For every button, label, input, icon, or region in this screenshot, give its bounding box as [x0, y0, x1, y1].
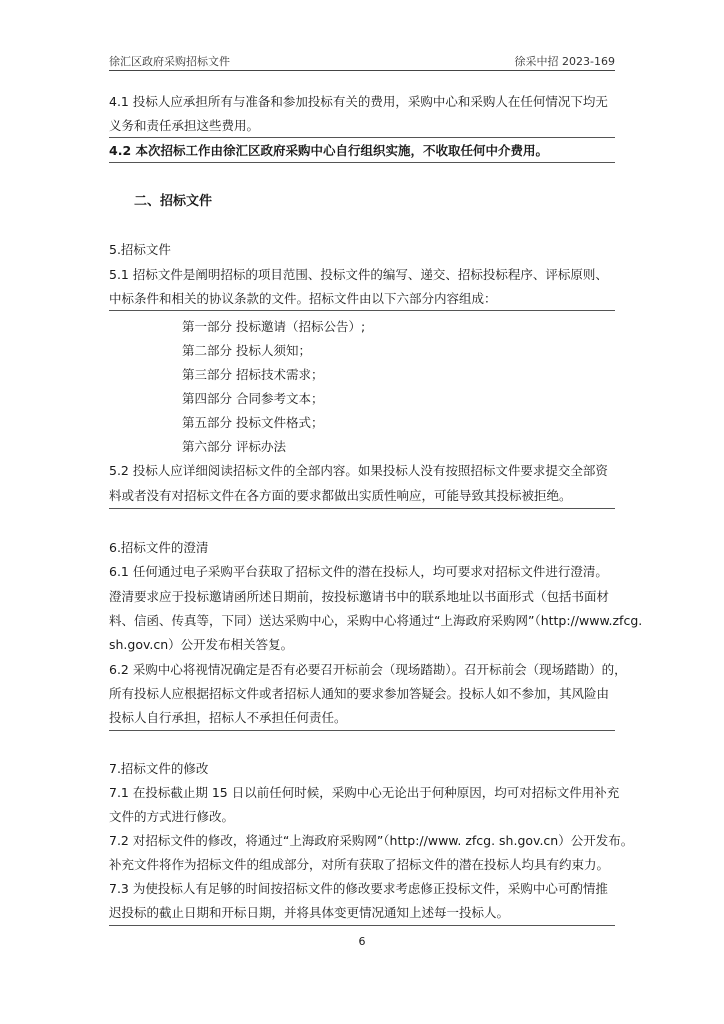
- paragraph-4-1-line2: 义务和责任承担这些费用。: [109, 118, 260, 133]
- part-item: 第三部分 招标技术需求；: [182, 367, 324, 382]
- paragraph-5-2-line1: 5.2 投标人应详细阅读招标文件的全部内容。如果投标人没有按照招标文件要求提交全部资: [109, 463, 608, 478]
- underline-rule: [109, 310, 615, 311]
- heading-5: 5.招标文件: [109, 242, 171, 257]
- page-number: 6: [358, 935, 366, 948]
- header-document-number: 徐采中招 2023-169: [514, 55, 615, 68]
- paragraph-7-2-line1: 7.2 对招标文件的修改，将通过“上海政府采购网”（http://www. zfcg. sh.gov.cn）公开发布。: [109, 833, 634, 848]
- paragraph-6-1-line4: sh.gov.cn）公开发布相关答复。: [109, 637, 294, 652]
- heading-6: 6.招标文件的澄清: [109, 540, 209, 555]
- paragraph-6-2-line1: 6.2 采购中心将视情况确定是否有必要召开标前会（现场踏勘）。召开标前会（现场踏勘）的，: [109, 662, 627, 677]
- underline-rule: [109, 162, 615, 163]
- heading-7: 7.招标文件的修改: [109, 761, 209, 776]
- paragraph-5-1-line1: 5.1 招标文件是阐明招标的项目范围、投标文件的编写、递交、招标投标程序、评标原则、: [109, 267, 608, 282]
- paragraph-7-2-line2: 补充文件将作为招标文件的组成部分，对所有获取了招标文件的潜在投标人均具有约束力。: [109, 857, 610, 872]
- paragraph-6-1-line2: 澄清要求应于投标邀请函所述日期前，按投标邀请书中的联系地址以书面形式（包括书面材: [109, 589, 610, 604]
- paragraph-7-1-line1: 7.1 在投标截止期 15 日以前任何时候，采购中心无论出于何种原因，均可对招标文件用补充: [109, 785, 620, 800]
- paragraph-6-1-line3: 料、信函、传真等，下同）送达采购中心，采购中心将通过“上海政府采购网”（http://www.zfcg.: [109, 613, 643, 628]
- underline-rule: [109, 137, 615, 138]
- paragraph-7-1-line2: 文件的方式进行修改。: [109, 809, 235, 824]
- underline-rule: [109, 730, 615, 731]
- part-item: 第六部分 评标办法: [182, 439, 286, 454]
- page-header: [109, 50, 615, 70]
- paragraph-7-3-line1: 7.3 为使投标人有足够的时间按招标文件的修改要求考虑修正投标文件，采购中心可酌情推: [109, 881, 608, 896]
- part-item: 第四部分 合同参考文本；: [182, 391, 324, 406]
- part-item: 第二部分 投标人须知；: [182, 343, 311, 358]
- paragraph-5-1-line2: 中标条件和相关的协议条款的文件。招标文件由以下六部分内容组成：: [109, 291, 497, 306]
- paragraph-5-2-line2: 料或者没有对招标文件在各方面的要求都做出实质性响应，可能导致其投标被拒绝。: [109, 488, 572, 503]
- paragraph-6-2-line3: 投标人自行承担，招标人不承担任何责任。: [109, 710, 347, 725]
- underline-rule: [109, 508, 615, 509]
- paragraph-7-3-line2: 迟投标的截止日期和开标日期，并将具体变更情况通知上述每一投标人。: [109, 905, 510, 920]
- underline-rule: [109, 925, 615, 926]
- part-item: 第五部分 投标文件格式；: [182, 415, 324, 430]
- paragraph-4-1-line1: 4.1 投标人应承担所有与准备和参加投标有关的费用，采购中心和采购人在任何情况下均无: [109, 94, 608, 109]
- header-rule: [109, 70, 615, 71]
- paragraph-6-1-line1: 6.1 任何通过电子采购平台获取了招标文件的潜在投标人，均可要求对招标文件进行澄清。: [109, 564, 608, 579]
- paragraph-6-2-line2: 所有投标人应根据招标文件或者招标人通知的要求参加答疑会。投标人如不参加，其风险由: [109, 686, 610, 701]
- section-heading-2: 二、招标文件: [134, 194, 213, 209]
- header-document-title: 徐汇区政府采购招标文件: [109, 55, 230, 68]
- part-item: 第一部分 投标邀请（招标公告）;: [182, 319, 366, 334]
- paragraph-4-2: 4.2 本次招标工作由徐汇区政府采购中心自行组织实施，不收取任何中介费用。: [109, 143, 548, 158]
